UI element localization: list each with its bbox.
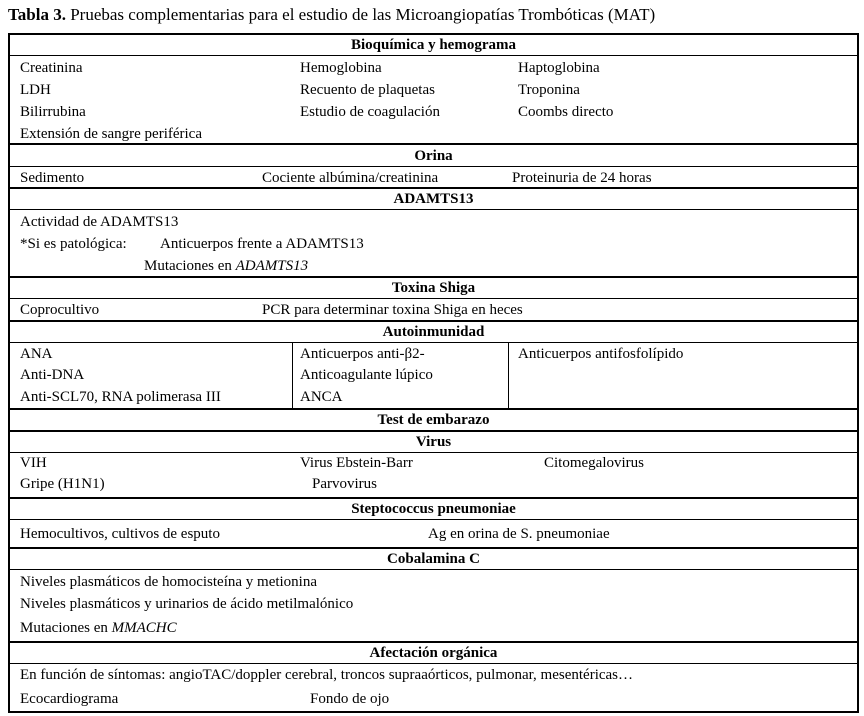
- caption-label: Tabla 3.: [8, 5, 66, 24]
- caption-text: Pruebas complementarias para el estudio de las Microangiopatías Trombóticas (MAT): [65, 5, 656, 24]
- table-caption: [8, 4, 655, 26]
- cell-bilirrubina: Bilirrubina: [20, 104, 86, 120]
- cell-pcr-shiga: PCR para determinar toxina Shiga en heces: [262, 302, 523, 318]
- cell-mutaciones-adamts13: [144, 256, 308, 276]
- cell-si-patologica: *Si es patológica:: [20, 236, 127, 252]
- cell-anca: ANCA: [300, 389, 343, 405]
- cell-mutaciones-mmachc: [20, 618, 177, 638]
- cell-citomegalovirus: Citomegalovirus: [544, 455, 644, 471]
- divider: [10, 143, 857, 145]
- cell-coombs: Coombs directo: [518, 104, 614, 120]
- section-header-organica: Afectación orgánica: [10, 643, 857, 664]
- cell-creatinina: Creatinina: [20, 60, 83, 76]
- cell-anticoagulante-lupico: Anticoagulante lúpico: [300, 367, 433, 383]
- cell-antifosfolipido: Anticuerpos antifosfolípido: [518, 346, 684, 362]
- mutaciones-prefix: Mutaciones en: [20, 620, 112, 636]
- cell-anti-dna: Anti-DNA: [20, 367, 85, 383]
- cell-anti-scl70: Anti-SCL70, RNA polimerasa III: [20, 389, 221, 405]
- cell-parvovirus: Parvovirus: [312, 476, 377, 492]
- mutaciones-prefix: Mutaciones en: [144, 258, 236, 274]
- section-header-pneumoniae: Steptococcus pneumoniae: [10, 499, 857, 520]
- cell-ana: ANA: [20, 346, 53, 362]
- section-header-autoinmunidad: Autoinmunidad: [10, 322, 857, 343]
- cell-proteinuria: Proteinuria de 24 horas: [512, 170, 652, 186]
- gene-adamts13: ADAMTS13: [235, 258, 309, 274]
- cell-ldh: LDH: [20, 82, 51, 98]
- cell-estudio-coagulacion: Estudio de coagulación: [300, 104, 440, 120]
- cell-ag-orina: Ag en orina de S. pneumoniae: [428, 526, 610, 542]
- cell-actividad-adamts13: Actividad de ADAMTS13: [20, 214, 179, 230]
- gene-mmachc: MMACHC: [111, 620, 177, 636]
- cell-hemocultivos: Hemocultivos, cultivos de esputo: [20, 526, 220, 542]
- cell-recuento-plaquetas: Recuento de plaquetas: [300, 82, 435, 98]
- section-header-adamts13: ADAMTS13: [10, 189, 857, 210]
- tests-table: [8, 33, 859, 713]
- cell-troponina: Troponina: [518, 82, 580, 98]
- cell-anti-b2: Anticuerpos anti-β2-: [300, 346, 425, 362]
- cell-gripe: Gripe (H1N1): [20, 476, 105, 492]
- cell-haptoglobina: Haptoglobina: [518, 60, 600, 76]
- section-header-cobalamina: Cobalamina C: [10, 549, 857, 570]
- cell-homocisteina: Niveles plasmáticos de homocisteína y metionina: [20, 574, 318, 590]
- section-header-virus: Virus: [10, 432, 857, 453]
- cell-funcion-sintomas: En función de síntomas: angioTAC/doppler cerebral, troncos supraaórticos, pulmonar, mesentéricas…: [20, 667, 634, 683]
- cell-sedimento: Sedimento: [20, 170, 85, 186]
- cell-ecocardiograma: Ecocardiograma: [20, 691, 119, 707]
- section-header-orina: Orina: [10, 146, 857, 167]
- section-header-shiga: Toxina Shiga: [10, 278, 857, 299]
- section-header-embarazo: Test de embarazo: [10, 410, 857, 431]
- cell-cociente-albumina: Cociente albúmina/creatinina: [262, 170, 439, 186]
- column-divider: [292, 343, 293, 409]
- section-header-bioquimica: Bioquímica y hemograma: [10, 35, 857, 56]
- cell-ebstein-barr: Virus Ebstein-Barr: [300, 455, 413, 471]
- cell-coprocultivo: Coprocultivo: [20, 302, 100, 318]
- cell-hemoglobina: Hemoglobina: [300, 60, 382, 76]
- cell-anticuerpos-adamts13: Anticuerpos frente a ADAMTS13: [160, 236, 364, 252]
- cell-vih: VIH: [20, 455, 47, 471]
- cell-metilmalonico: Niveles plasmáticos y urinarios de ácido metilmalónico: [20, 596, 354, 612]
- column-divider: [508, 343, 509, 409]
- cell-extension-sangre: Extensión de sangre periférica: [20, 126, 202, 142]
- cell-fondo-ojo: Fondo de ojo: [310, 691, 390, 707]
